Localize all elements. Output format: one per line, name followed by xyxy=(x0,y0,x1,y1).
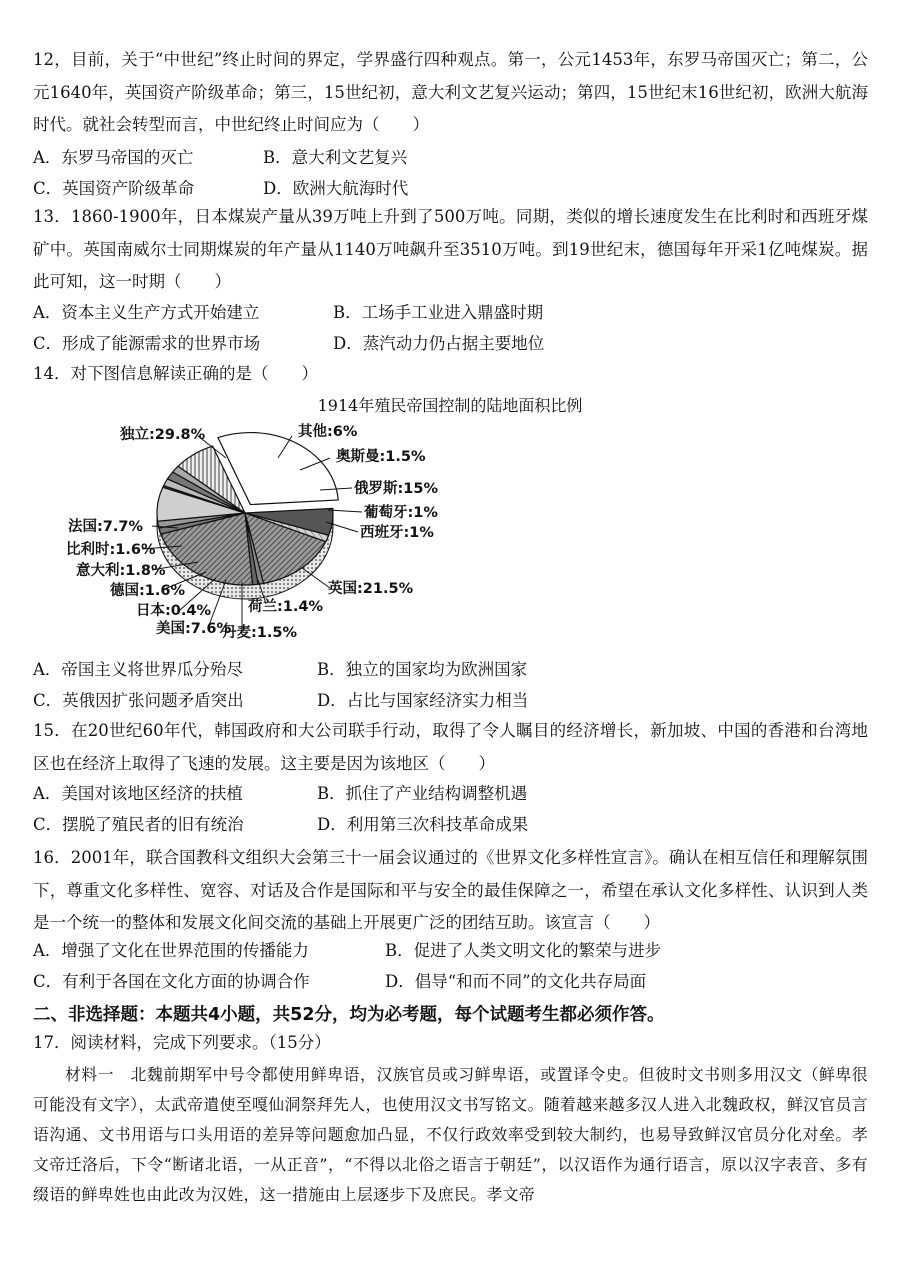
q16-option-d[interactable]: D．倡导“和而不同”的文化共存局面 xyxy=(385,972,647,991)
q13-option-b[interactable]: B．工场手工业进入鼎盛时期 xyxy=(333,303,544,322)
q16-option-a[interactable]: A．增强了文化在世界范围的传播能力 xyxy=(33,941,309,960)
q15-option-b[interactable]: B．抓住了产业结构调整机遇 xyxy=(317,784,528,803)
pie-label-portugal: 葡萄牙:1% xyxy=(364,505,438,521)
q13-option-a[interactable]: A．资本主义生产方式开始建立 xyxy=(33,303,260,322)
pie-label-spain: 西班牙:1% xyxy=(360,525,434,541)
pie-label-russia: 俄罗斯:15% xyxy=(354,481,439,497)
question-13-stem: 13．1860-1900年，日本煤炭产量从39万吨上升到了500万吨。同期，类似的增长速度发生在比利时和西班牙煤矿中。英国南威尔士同期煤炭的年产量从1140万吨飙升至3510万吨。到19世纪末，德国每年开采1亿吨煤炭。据此可知，这一时期（ ） xyxy=(33,207,868,291)
question-15-stem: 15．在20世纪60年代，韩国政府和大公司联手行动，取得了令人瞩目的经济增长，新加坡、中国的香港和台湾地区也在经济上取得了飞速的发展。这主要是因为该地区（ ） xyxy=(33,721,868,773)
q15-option-d[interactable]: D．利用第三次科技革命成果 xyxy=(317,815,529,834)
question-16-options xyxy=(33,935,868,997)
q15-option-c[interactable]: C．摆脱了殖民者的旧有统治 xyxy=(33,815,244,834)
question-14-options xyxy=(33,654,868,716)
question-17-stem: 17．阅读材料，完成下列要求。（15分） xyxy=(33,1033,331,1052)
chart-title: 1914年殖民帝国控制的陆地面积比例 xyxy=(317,396,583,415)
pie-label-netherlands: 荷兰:1.4% xyxy=(248,599,324,615)
pie-label-ottoman: 奥斯曼:1.5% xyxy=(336,449,426,465)
pie-label-japan: 日本:0.4% xyxy=(136,603,212,619)
question-12-stem: 12，目前，关于“中世纪”终止时间的界定，学界盛行四种观点。第一，公元1453年，东罗马帝国灭亡；第二，公元1640年，英国资产阶级革命；第三，15世纪初，意大利文艺复兴运动；第四，15世纪末16世纪初，欧洲大航海时代。就社会转型而言，中世纪终止时间应为（ ） xyxy=(33,50,868,134)
q12-option-a[interactable]: A．东罗马帝国的灭亡 xyxy=(33,148,194,167)
q12-option-c[interactable]: C．英国资产阶级革命 xyxy=(33,179,195,198)
pie-chart xyxy=(30,418,550,650)
q14-option-d[interactable]: D．占比与国家经济实力相当 xyxy=(317,691,529,710)
q14-option-b[interactable]: B．独立的国家均为欧洲国家 xyxy=(317,660,528,679)
pie-label-britain: 英国:21.5% xyxy=(328,581,414,597)
pie-label-independent: 独立:29.8% xyxy=(120,427,206,443)
pie-label-italy: 意大利:1.8% xyxy=(76,563,166,579)
section-two-heading: 二、非选择题：本题共4小题，共52分，均为必考题，每个试题考生都必须作答。 xyxy=(33,1005,665,1025)
question-12-options xyxy=(33,142,868,204)
pie-label-belgium: 比利时:1.6% xyxy=(66,542,156,558)
q12-option-d[interactable]: D．欧洲大航海时代 xyxy=(263,179,409,198)
pie-label-denmark: 丹麦:1.5% xyxy=(222,625,298,641)
pie-label-other: 其他:6% xyxy=(298,424,358,440)
q16-option-c[interactable]: C．有利于各国在文化方面的协调合作 xyxy=(33,972,310,991)
pie-label-germany: 德国:1.6% xyxy=(110,583,186,599)
q15-option-a[interactable]: A．美国对该地区经济的扶植 xyxy=(33,784,243,803)
pie-label-france: 法国:7.7% xyxy=(68,519,144,535)
question-16-stem: 16．2001年，联合国教科文组织大会第三十一届会议通过的《世界文化多样性宣言》。确认在相互信任和理解氛围下，尊重文化多样性、宽容、对话及合作是国际和平与安全的最佳保障之一，希望在承认文化多样性、认识到人类是一个统一的整体和发展文化间交流的基础上开展更广泛的团结互助。该宣言（ ） xyxy=(33,848,868,932)
pie-label-usa: 美国:7.6% xyxy=(156,621,232,637)
q14-option-c[interactable]: C．英俄因扩张问题矛盾突出 xyxy=(33,691,244,710)
question-17-material: 材料一 北魏前期军中号令都使用鲜卑语，汉族官员或习鲜卑语，或置译令史。但彼时文书则多用汉文（鲜卑很可能没有文字），太武帝遣使至嘎仙洞祭拜先人，也使用汉文书写铭文。随着越来越多汉人进入北魏政权，鲜汉官员言语沟通、文书用语与口头用语的差异等问题愈加凸显，不仅行政效率受到较大制约，也易导致鲜汉官员分化对垒。孝文帝迁洛后，下令“断诸北语，一从正音”，“不得以北俗之语言于朝廷”，以汉语作为通行语言，原以汉字表音、多有缀语的鲜卑姓也由此改为汉姓，这一措施由上层逐步下及庶民。孝文帝 xyxy=(33,1065,868,1204)
question-15-options xyxy=(33,778,868,840)
question-13-options xyxy=(33,297,868,359)
q12-option-b[interactable]: B．意大利文艺复兴 xyxy=(263,148,408,167)
q13-option-c[interactable]: C．形成了能源需求的世界市场 xyxy=(33,334,261,353)
q16-option-b[interactable]: B．促进了人类文明文化的繁荣与进步 xyxy=(385,941,662,960)
q14-option-a[interactable]: A．帝国主义将世界瓜分殆尽 xyxy=(33,660,243,679)
question-14-stem: 14．对下图信息解读正确的是（ ） xyxy=(33,364,318,383)
q13-option-d[interactable]: D．蒸汽动力仍占据主要地位 xyxy=(333,334,545,353)
